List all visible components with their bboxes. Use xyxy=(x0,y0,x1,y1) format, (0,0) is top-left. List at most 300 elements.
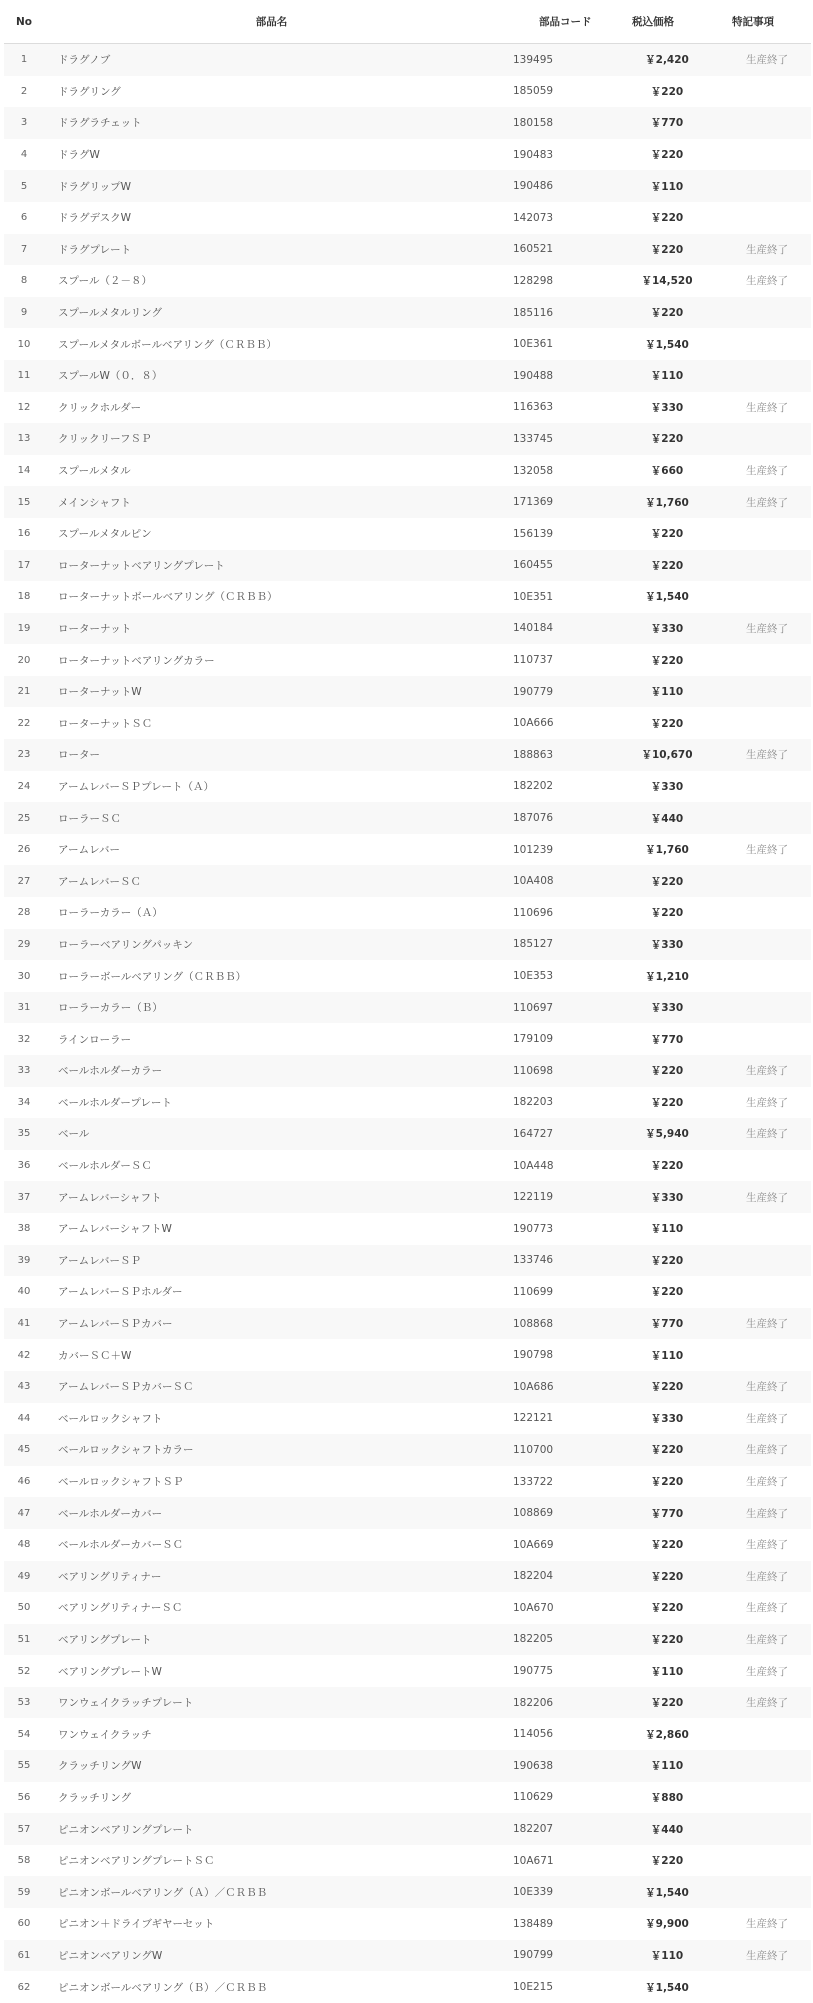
table-row xyxy=(4,1213,811,1245)
row-no: 6 xyxy=(20,212,28,224)
table-row xyxy=(4,1813,811,1845)
table-row xyxy=(4,265,811,297)
table-row xyxy=(4,771,811,803)
row-no: 5 xyxy=(20,180,28,192)
part-name: ピニオン＋ドライブギヤーセット xyxy=(58,1918,215,1931)
table-row xyxy=(4,739,811,771)
part-name: ベアリングプレート xyxy=(58,1633,152,1646)
row-no: 52 xyxy=(17,1665,31,1677)
table-row xyxy=(4,1845,811,1877)
note: 生産終了 xyxy=(746,1096,788,1109)
table-row xyxy=(4,486,811,518)
part-name: スプールメタルボールベアリング（ＣＲＢＢ） xyxy=(58,338,277,351)
part-code: 180158 xyxy=(513,116,554,129)
part-name: ローターナットベアリングプレート xyxy=(58,559,225,572)
table-row xyxy=(4,1971,811,2003)
part-name: ベールロックシャフトカラー xyxy=(58,1444,194,1457)
price: ￥10,670 xyxy=(641,749,693,762)
note: 生産終了 xyxy=(746,1065,788,1078)
header-price: 税込価格 xyxy=(632,16,674,28)
price: ￥220 xyxy=(650,212,684,225)
table-row xyxy=(4,929,811,961)
part-code: 190798 xyxy=(513,1349,554,1362)
price: ￥220 xyxy=(650,1855,684,1868)
part-code: 10E351 xyxy=(513,590,554,603)
table-row xyxy=(4,423,811,455)
note: 生産終了 xyxy=(746,1128,788,1141)
part-name: クリックホルダー xyxy=(58,401,142,414)
row-no: 41 xyxy=(17,1318,31,1330)
table-row xyxy=(4,518,811,550)
note: 生産終了 xyxy=(746,1444,788,1457)
price: ￥770 xyxy=(650,1507,684,1520)
part-code: 10A686 xyxy=(513,1380,554,1393)
header-part-name: 部品名 xyxy=(255,16,288,28)
part-name: ローラーボールベアリング（ＣＲＢＢ） xyxy=(58,970,247,983)
part-code: 185116 xyxy=(513,306,554,319)
part-code: 10E339 xyxy=(513,1886,554,1899)
table-row xyxy=(4,1150,811,1182)
price: ￥2,420 xyxy=(645,54,689,67)
price: ￥220 xyxy=(650,1476,684,1489)
table-row xyxy=(4,1245,811,1277)
part-code: 171369 xyxy=(513,496,554,509)
row-no: 21 xyxy=(17,686,31,698)
row-no: 4 xyxy=(20,149,28,161)
row-no: 9 xyxy=(20,307,28,319)
price: ￥330 xyxy=(650,401,684,414)
note: 生産終了 xyxy=(746,844,788,857)
table-row xyxy=(4,170,811,202)
header-note: 特記事項 xyxy=(732,16,774,28)
price: ￥330 xyxy=(650,622,684,635)
part-name: ベアリングリティナー xyxy=(58,1570,162,1583)
price: ￥220 xyxy=(650,307,684,320)
note: 生産終了 xyxy=(746,401,788,414)
part-code: 182203 xyxy=(513,1096,554,1109)
part-code: 10A408 xyxy=(513,875,554,888)
part-code: 110700 xyxy=(513,1443,554,1456)
price: ￥440 xyxy=(650,812,684,825)
price: ￥220 xyxy=(650,1065,684,1078)
table-row xyxy=(4,834,811,866)
part-name: アームレバーＳＰホルダー xyxy=(58,1286,183,1299)
row-no: 38 xyxy=(17,1223,31,1235)
part-name: スプールW（０．８） xyxy=(58,370,163,383)
table-row xyxy=(4,1687,811,1719)
price: ￥110 xyxy=(650,1665,684,1678)
row-no: 49 xyxy=(17,1570,31,1582)
row-no: 36 xyxy=(17,1160,31,1172)
price: ￥1,760 xyxy=(645,496,689,509)
row-no: 62 xyxy=(17,1981,31,1993)
part-name: ローラーカラー（Ａ） xyxy=(58,907,163,920)
row-no: 2 xyxy=(20,85,28,97)
part-code: 140184 xyxy=(513,622,554,635)
table-row xyxy=(4,202,811,234)
part-code: 10A669 xyxy=(513,1538,554,1551)
table-row xyxy=(4,1497,811,1529)
price: ￥220 xyxy=(650,1570,684,1583)
price: ￥1,540 xyxy=(645,591,689,604)
price: ￥110 xyxy=(650,1223,684,1236)
part-code: 164727 xyxy=(513,1127,554,1140)
row-no: 34 xyxy=(17,1096,31,1108)
table-row xyxy=(4,581,811,613)
table-row xyxy=(4,1750,811,1782)
table-row xyxy=(4,1339,811,1371)
part-name: ベアリングプレートW xyxy=(58,1665,162,1678)
price: ￥220 xyxy=(650,433,684,446)
part-code: 108868 xyxy=(513,1317,554,1330)
note: 生産終了 xyxy=(746,1539,788,1552)
price: ￥14,520 xyxy=(641,275,693,288)
part-name: ベールホルダーカバー xyxy=(58,1507,163,1520)
row-no: 14 xyxy=(17,465,31,477)
price: ￥220 xyxy=(650,149,684,162)
price: ￥330 xyxy=(650,938,684,951)
part-name: ベールホルダーＳＣ xyxy=(58,1160,152,1173)
part-code: 138489 xyxy=(513,1917,554,1930)
part-code: 190488 xyxy=(513,369,554,382)
part-code: 190773 xyxy=(513,1222,554,1235)
table-row xyxy=(4,1055,811,1087)
row-no: 20 xyxy=(17,654,31,666)
table-row xyxy=(4,707,811,739)
row-no: 29 xyxy=(17,938,31,950)
row-no: 46 xyxy=(17,1476,31,1488)
table-row xyxy=(4,1308,811,1340)
part-name: ピニオンベアリングプレートＳＣ xyxy=(58,1855,215,1868)
table-row xyxy=(4,676,811,708)
price: ￥220 xyxy=(650,1633,684,1646)
part-name: スプールメタルピン xyxy=(58,528,152,541)
table-row xyxy=(4,802,811,834)
row-no: 31 xyxy=(17,1002,31,1014)
price: ￥1,210 xyxy=(645,970,689,983)
part-code: 10E215 xyxy=(513,1981,554,1994)
part-code: 122121 xyxy=(513,1412,554,1425)
part-code: 110629 xyxy=(513,1791,554,1804)
note: 生産終了 xyxy=(746,1381,788,1394)
price: ￥220 xyxy=(650,1539,684,1552)
table-row xyxy=(4,613,811,645)
table-row xyxy=(4,1624,811,1656)
part-name: アームレバー xyxy=(58,844,120,857)
price: ￥220 xyxy=(650,907,684,920)
parts-table xyxy=(4,0,811,2003)
part-code: 110698 xyxy=(513,1064,554,1077)
part-code: 182202 xyxy=(513,780,554,793)
part-name: メインシャフト xyxy=(58,496,131,509)
header-part-code: 部品コード xyxy=(539,16,592,28)
part-code: 190486 xyxy=(513,180,554,193)
note: 生産終了 xyxy=(746,749,788,762)
price: ￥330 xyxy=(650,1002,684,1015)
part-code: 187076 xyxy=(513,812,554,825)
part-code: 139495 xyxy=(513,53,554,66)
row-no: 61 xyxy=(17,1949,31,1961)
price: ￥110 xyxy=(650,1760,684,1773)
part-code: 179109 xyxy=(513,1033,554,1046)
row-no: 42 xyxy=(17,1349,31,1361)
row-no: 59 xyxy=(17,1886,31,1898)
price: ￥5,940 xyxy=(645,1128,689,1141)
row-no: 35 xyxy=(17,1128,31,1140)
price: ￥660 xyxy=(650,465,684,478)
price: ￥220 xyxy=(650,1096,684,1109)
price: ￥220 xyxy=(650,243,684,256)
part-code: 182204 xyxy=(513,1570,554,1583)
price: ￥440 xyxy=(650,1823,684,1836)
row-no: 60 xyxy=(17,1918,31,1930)
part-name: ドラグプレート xyxy=(58,243,132,256)
row-no: 55 xyxy=(17,1760,31,1772)
part-name: ピニオンベアリングW xyxy=(58,1949,163,1962)
part-name: ドラグラチェット xyxy=(58,117,142,130)
note: 生産終了 xyxy=(746,622,788,635)
price: ￥770 xyxy=(650,117,684,130)
part-name: クラッチリングW xyxy=(58,1760,142,1773)
table-row xyxy=(4,1466,811,1498)
row-no: 54 xyxy=(17,1728,31,1740)
part-name: ベールロックシャフト xyxy=(58,1412,163,1425)
row-no: 23 xyxy=(17,749,31,761)
price: ￥330 xyxy=(650,1191,684,1204)
part-name: ローターナットW xyxy=(58,686,142,699)
note: 生産終了 xyxy=(746,1318,788,1331)
part-code: 190638 xyxy=(513,1759,554,1772)
row-no: 45 xyxy=(17,1444,31,1456)
row-no: 30 xyxy=(17,970,31,982)
part-code: 185127 xyxy=(513,938,554,951)
note: 生産終了 xyxy=(746,275,788,288)
part-code: 108869 xyxy=(513,1507,554,1520)
row-no: 1 xyxy=(20,54,28,66)
price: ￥220 xyxy=(650,717,684,730)
row-no: 18 xyxy=(17,591,31,603)
table-row xyxy=(4,455,811,487)
row-no: 53 xyxy=(17,1697,31,1709)
price: ￥880 xyxy=(650,1791,684,1804)
table-row xyxy=(4,1908,811,1940)
note: 生産終了 xyxy=(746,1412,788,1425)
table-body xyxy=(4,44,811,2003)
row-no: 8 xyxy=(20,275,28,287)
part-name: ドラグW xyxy=(58,149,100,162)
row-no: 40 xyxy=(17,1286,31,1298)
part-name: ローターナットベアリングカラー xyxy=(58,654,215,667)
part-name: クラッチリング xyxy=(58,1791,132,1804)
part-name: アームレバーシャフトW xyxy=(58,1223,172,1236)
table-row xyxy=(4,1276,811,1308)
part-name: ベールホルダーカラー xyxy=(58,1065,163,1078)
price: ￥220 xyxy=(650,1381,684,1394)
row-no: 50 xyxy=(17,1602,31,1614)
table-row xyxy=(4,1782,811,1814)
note: 生産終了 xyxy=(746,1918,788,1931)
price: ￥330 xyxy=(650,780,684,793)
table-row xyxy=(4,297,811,329)
row-no: 56 xyxy=(17,1791,31,1803)
row-no: 19 xyxy=(17,622,31,634)
part-code: 133722 xyxy=(513,1475,554,1488)
price: ￥110 xyxy=(650,686,684,699)
table-row xyxy=(4,1529,811,1561)
row-no: 51 xyxy=(17,1633,31,1645)
part-code: 185059 xyxy=(513,85,554,98)
part-name: ローターナットＳＣ xyxy=(58,717,153,730)
part-code: 10A671 xyxy=(513,1854,554,1867)
table-row xyxy=(4,960,811,992)
table-row xyxy=(4,392,811,424)
row-no: 33 xyxy=(17,1065,31,1077)
part-code: 114056 xyxy=(513,1728,554,1741)
row-no: 22 xyxy=(17,717,31,729)
table-row xyxy=(4,1371,811,1403)
table-row xyxy=(4,644,811,676)
part-name: ドラグノブ xyxy=(58,54,111,67)
part-name: ピニオンボールベアリング（Ａ）／ＣＲＢＢ xyxy=(58,1886,268,1899)
note: 生産終了 xyxy=(746,1191,788,1204)
note: 生産終了 xyxy=(746,1602,788,1615)
row-no: 27 xyxy=(17,875,31,887)
part-name: ピニオンボールベアリング（Ｂ）／ＣＲＢＢ xyxy=(58,1981,268,1994)
part-code: 132058 xyxy=(513,464,554,477)
table-row xyxy=(4,865,811,897)
part-code: 10A448 xyxy=(513,1159,554,1172)
table-row xyxy=(4,44,811,76)
part-name: ローラーＳＣ xyxy=(58,812,121,825)
part-code: 190779 xyxy=(513,685,554,698)
price: ￥220 xyxy=(650,1444,684,1457)
part-code: 190483 xyxy=(513,148,554,161)
part-code: 188863 xyxy=(513,748,554,761)
part-code: 110699 xyxy=(513,1285,554,1298)
row-no: 58 xyxy=(17,1855,31,1867)
row-no: 12 xyxy=(17,401,31,413)
part-code: 156139 xyxy=(513,527,554,540)
note: 生産終了 xyxy=(746,243,788,256)
note: 生産終了 xyxy=(746,1476,788,1489)
part-name: ドラグリップW xyxy=(58,180,131,193)
row-no: 43 xyxy=(17,1381,31,1393)
part-name: アームレバーシャフト xyxy=(58,1191,162,1204)
table-row xyxy=(4,1403,811,1435)
part-name: ベールロックシャフトＳＰ xyxy=(58,1476,184,1489)
table-row xyxy=(4,897,811,929)
row-no: 37 xyxy=(17,1191,31,1203)
price: ￥220 xyxy=(650,1602,684,1615)
part-code: 122119 xyxy=(513,1191,554,1204)
part-name: アームレバーＳＰカバーＳＣ xyxy=(58,1381,194,1394)
part-name: ラインローラー xyxy=(58,1033,132,1046)
note: 生産終了 xyxy=(746,1633,788,1646)
table-row xyxy=(4,1561,811,1593)
part-code: 133746 xyxy=(513,1254,554,1267)
price: ￥9,900 xyxy=(645,1918,689,1931)
row-no: 39 xyxy=(17,1254,31,1266)
price: ￥220 xyxy=(650,85,684,98)
part-code: 110697 xyxy=(513,1001,554,1014)
table-header xyxy=(4,0,811,44)
note: 生産終了 xyxy=(746,465,788,478)
part-name: アームレバーＳＰプレート（Ａ） xyxy=(58,780,215,793)
part-name: ベアリングリティナーＳＣ xyxy=(58,1602,183,1615)
table-row xyxy=(4,1087,811,1119)
table-row xyxy=(4,1940,811,1972)
part-code: 190799 xyxy=(513,1949,554,1962)
part-name: ベール xyxy=(58,1128,90,1141)
note: 生産終了 xyxy=(746,54,788,67)
part-code: 101239 xyxy=(513,843,554,856)
part-code: 182207 xyxy=(513,1823,554,1836)
price: ￥110 xyxy=(650,180,684,193)
note: 生産終了 xyxy=(746,1570,788,1583)
note: 生産終了 xyxy=(746,1665,788,1678)
price: ￥770 xyxy=(650,1318,684,1331)
row-no: 48 xyxy=(17,1539,31,1551)
note: 生産終了 xyxy=(746,1697,788,1710)
part-name: ドラグデスクW xyxy=(58,212,131,225)
row-no: 28 xyxy=(17,907,31,919)
part-code: 190775 xyxy=(513,1665,554,1678)
price: ￥110 xyxy=(650,1949,684,1962)
table-row xyxy=(4,1118,811,1150)
part-name: ローラーカラー（Ｂ） xyxy=(58,1002,163,1015)
table-row xyxy=(4,107,811,139)
price: ￥110 xyxy=(650,1349,684,1362)
table-row xyxy=(4,76,811,108)
row-no: 17 xyxy=(17,559,31,571)
part-name: アームレバーＳＰカバー xyxy=(58,1318,173,1331)
row-no: 24 xyxy=(17,780,31,792)
table-row xyxy=(4,992,811,1024)
price: ￥1,540 xyxy=(645,1886,689,1899)
row-no: 16 xyxy=(17,528,31,540)
price: ￥1,540 xyxy=(645,1981,689,1994)
part-code: 133745 xyxy=(513,432,554,445)
part-name: ローラーベアリングパッキン xyxy=(58,938,194,951)
row-no: 10 xyxy=(17,338,31,350)
table-row xyxy=(4,234,811,266)
price: ￥110 xyxy=(650,370,684,383)
price: ￥770 xyxy=(650,1033,684,1046)
part-code: 10A666 xyxy=(513,717,554,730)
price: ￥220 xyxy=(650,528,684,541)
row-no: 26 xyxy=(17,844,31,856)
price: ￥1,540 xyxy=(645,338,689,351)
row-no: 15 xyxy=(17,496,31,508)
price: ￥220 xyxy=(650,1160,684,1173)
part-name: ドラグリング xyxy=(58,85,121,98)
note: 生産終了 xyxy=(746,496,788,509)
table-row xyxy=(4,360,811,392)
price: ￥330 xyxy=(650,1412,684,1425)
part-name: アームレバーＳＰ xyxy=(58,1254,141,1267)
table-row xyxy=(4,1655,811,1687)
part-code: 110737 xyxy=(513,654,554,667)
part-code: 160521 xyxy=(513,243,554,256)
price: ￥220 xyxy=(650,1286,684,1299)
part-name: ローターナット xyxy=(58,622,132,635)
note: 生産終了 xyxy=(746,1949,788,1962)
part-name: クリックリーフＳＰ xyxy=(58,433,152,446)
table-row xyxy=(4,1181,811,1213)
part-name: ローターナットボールベアリング（ＣＲＢＢ） xyxy=(58,591,278,604)
row-no: 11 xyxy=(17,370,31,382)
part-name: ローター xyxy=(58,749,100,762)
